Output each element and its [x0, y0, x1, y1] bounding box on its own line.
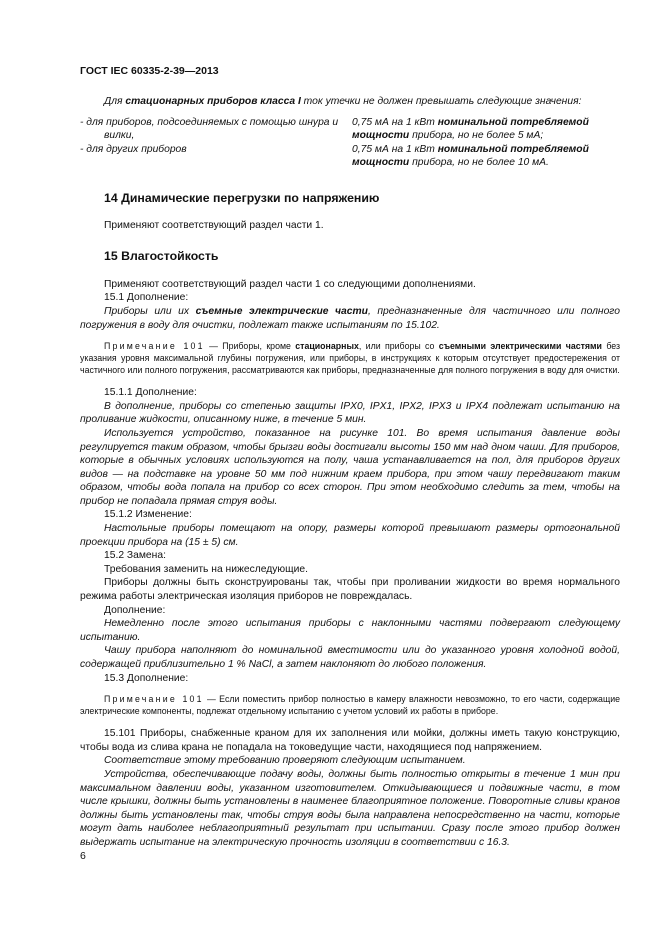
leakage-limits-table [80, 116, 620, 170]
page-number: 6 [80, 850, 86, 862]
clause-15-101-text-3: Устройства, обеспечивающие подачу воды, должны быть полностью открыты в течение 1 мин при максимальном давлении воды, указанном изготовителем. Откидывающиеся и подвижные части, в том числе крышки, должны быть установлены в наименее благоприятное положение. Поворотные сливы кранов должны быть установлены так, чтобы струя воды была направлена непосредственно на части, которые могут дать наиболее неблагоприятный результат при испытании. Сразу после этого прибор должен выдержать испытание на электрическую прочность изоляции в соответствии с 16.3. [80, 768, 620, 848]
clause-15-101-text-2: Соответствие этому требованию проверяют следующим испытанием. [104, 755, 466, 767]
section-15-intro: Применяют соответствующий раздел части 1 со следующими дополнениями. [104, 278, 476, 290]
section-14-body: Применяют соответствующий раздел части 1. [104, 219, 324, 231]
clause-15-2-addition-label: Дополнение: [104, 604, 166, 616]
appliance-type-corded: - для приборов, подсоединяемых с помощью шнура и вилки, [80, 116, 339, 142]
note-101-a: Примечание 101 — Приборы, кроме стационарных, или приборы со съемными электрическими частями без указания уровня максимальной глубины погружения, или приборы, в инструкциях к которым отсутствует предостережения от частичного или полного погружения, рассматриваются как приборы, предназначенные для полного погружения в воду для очистки. [80, 341, 620, 376]
section-14-heading: 14 Динамические перегрузки по напряжению [104, 190, 380, 205]
section-15-heading: 15 Влагостойкость [104, 249, 219, 264]
clause-15-3-label: 15.3 Дополнение: [104, 672, 189, 684]
clause-15-1-1-text-2: Используется устройство, показанное на рисунке 101. Во время испытания давление воды регулируется таким образом, чтобы брызги воды достигали высоты 150 мм над дном чаши. Для приборов, которые в обычных условиях используются на полу, чаша устанавливается на пол, для приборов других видов — на подставке на уровне 50 мм под нижним краем прибора, при этом чашу передвигают таким образом, чтобы вода попала на прибор со всех сторон. При этом необходимо следить за тем, чтобы на прибор не попадала прямая струя воды. [80, 427, 620, 507]
clause-15-1-text: Приборы или их съемные электрические части, предназначенные для частичного или полного погружения в воду для очистки, подлежат также испытаниям по 15.102. [80, 305, 620, 331]
clause-15-1-1-text-1: В дополнение, приборы со степенью защиты IPX0, IPX1, IPX2, IPX3 и IPX4 подлежат испытанию на проливание жидкости, описанному ниже, в течение 5 мин. [80, 400, 620, 426]
clause-15-2-label: 15.2 Замена: [104, 550, 166, 562]
clause-15-2-text-3: Немедленно после этого испытания приборы с наклонными частями подвергают следующему испытанию. [80, 618, 620, 643]
clause-15-2-text-1: Требования заменить на нижеследующие. [104, 563, 308, 575]
leakage-intro: Для стационарных приборов класса I ток утечки не должен превышать следующие значения: [104, 96, 582, 107]
leakage-value-corded: 0,75 мА на 1 кВт номинальной потребляемой мощности прибора, но не более 5 мА; [352, 116, 589, 142]
appliance-type-column [80, 116, 352, 170]
leakage-value-column [352, 116, 620, 170]
note-101-b: Примечание 101 — Если поместить прибор полностью в камеру влажности невозможно, то его части, содержащие электрические компоненты, подлежат отдельному испытанию с учетом условий их работы в приборе. [80, 694, 620, 717]
page-content [80, 95, 620, 850]
clause-15-1-1-label: 15.1.1 Дополнение: [104, 387, 197, 399]
clause-15-2-text-4: Чашу прибора наполняют до номинальной вместимости или до указанного уровня холодной водой, содержащей приблизительно 1 % NaCl, а затем наклоняют до любого положения. [80, 645, 620, 670]
document-header: ГОСТ IEC 60335-2-39—2013 [80, 65, 219, 77]
clause-15-1-2-text: Настольные приборы помещают на опору, размеры которой превышают размеры ортогональной проекции прибора на (15 ± 5) см. [80, 523, 620, 548]
leakage-value-other: 0,75 мА на 1 кВт номинальной потребляемой мощности прибора, но не более 10 мА. [352, 143, 589, 169]
clause-15-1-2-label: 15.1.2 Изменение: [104, 509, 192, 521]
clause-15-1-label: 15.1 Дополнение: [104, 292, 189, 304]
clause-15-2-text-2: Приборы должны быть сконструированы так, чтобы при проливании жидкости во время нормального режима работы электрическая изоляция приборов не повреждалась. [80, 577, 620, 603]
clause-15-101-text-1: 15.101 Приборы, снабженные краном для их заполнения или мойки, должны иметь такую конструкцию, чтобы вода из слива крана не попадала на токоведущие части, находящиеся под напряжением. [80, 728, 620, 753]
appliance-type-other: - для других приборов [80, 143, 187, 155]
